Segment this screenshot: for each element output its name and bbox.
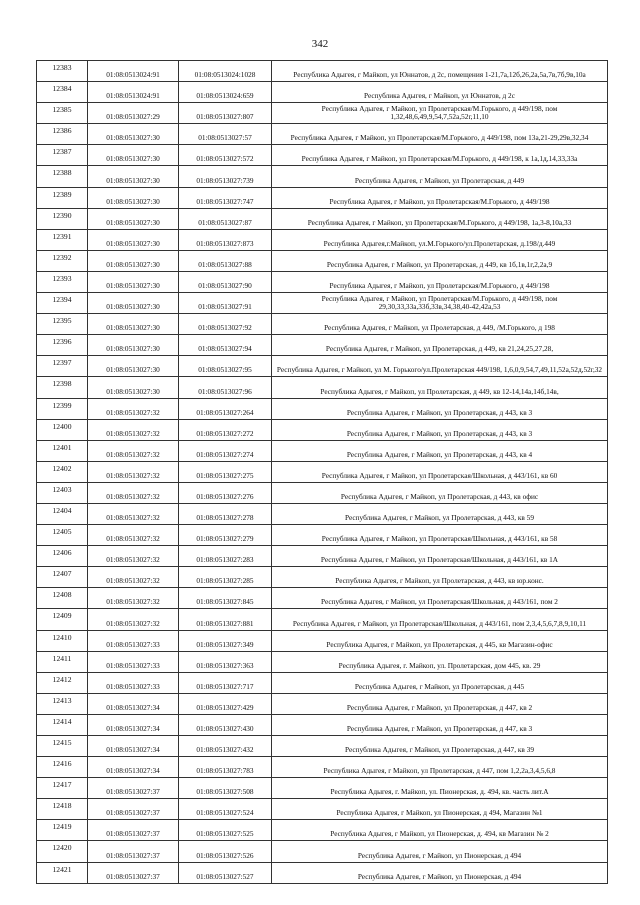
parcel-cadastral-number-cell: 01:08:0513027:30 xyxy=(88,377,179,398)
row-number-cell: 12421 xyxy=(37,862,88,883)
object-cadastral-number-cell: 01:08:0513027:285 xyxy=(179,567,272,588)
table-row xyxy=(37,229,608,250)
object-cadastral-number-cell: 01:08:0513027:283 xyxy=(179,546,272,567)
address-cell: Республика Адыгея, г Майкоп, ул Пролетарская, д 443, кв юр.конс. xyxy=(272,567,608,588)
row-number-cell: 12420 xyxy=(37,841,88,862)
address-cell: Республика Адыгея, г Майкоп, ул Пролетарская, д 445, кв Магазин-офис xyxy=(272,630,608,651)
address-cell: Республика Адыгея, г Майкоп, ул М. Горького/ул.Пролетарская 449/198, 1,6,0,9,54,7,49,11,52а,52д,52г,32 xyxy=(272,356,608,377)
object-cadastral-number-cell: 01:08:0513027:747 xyxy=(179,187,272,208)
row-number-cell: 12412 xyxy=(37,672,88,693)
row-number-cell: 12392 xyxy=(37,250,88,271)
address-cell: Республика Адыгея, г Майкоп, ул Пионерская, д 494 xyxy=(272,841,608,862)
object-cadastral-number-cell: 01:08:0513027:363 xyxy=(179,651,272,672)
row-number-cell: 12387 xyxy=(37,145,88,166)
parcel-cadastral-number-cell: 01:08:0513024:91 xyxy=(88,61,179,82)
parcel-cadastral-number-cell: 01:08:0513027:30 xyxy=(88,124,179,145)
parcel-cadastral-number-cell: 01:08:0513027:32 xyxy=(88,588,179,609)
table-row xyxy=(37,588,608,609)
object-cadastral-number-cell: 01:08:0513027:264 xyxy=(179,398,272,419)
object-cadastral-number-cell: 01:08:0513027:845 xyxy=(179,588,272,609)
register-table xyxy=(36,60,608,884)
object-cadastral-number-cell: 01:08:0513027:508 xyxy=(179,778,272,799)
address-cell: Республика Адыгея, г Майкоп, ул Пролетарская/М.Горького, д 449/198, пом 29,30,33,33а,33б,33в,34,38,40-42,42а,53 xyxy=(272,293,608,314)
table-row xyxy=(37,335,608,356)
parcel-cadastral-number-cell: 01:08:0513027:34 xyxy=(88,714,179,735)
object-cadastral-number-cell: 01:08:0513027:432 xyxy=(179,736,272,757)
row-number-cell: 12415 xyxy=(37,736,88,757)
address-cell: Республика Адыгея, г Майкоп, ул Пролетарская/М.Горького, д 449/198 xyxy=(272,271,608,292)
parcel-cadastral-number-cell: 01:08:0513027:37 xyxy=(88,841,179,862)
parcel-cadastral-number-cell: 01:08:0513027:32 xyxy=(88,398,179,419)
address-cell: Республика Адыгея, г Майкоп, ул Пионерская, д. 494, кв Магазин № 2 xyxy=(272,820,608,841)
object-cadastral-number-cell: 01:08:0513027:95 xyxy=(179,356,272,377)
table-row xyxy=(37,293,608,314)
row-number-cell: 12411 xyxy=(37,651,88,672)
row-number-cell: 12408 xyxy=(37,588,88,609)
row-number-cell: 12418 xyxy=(37,799,88,820)
object-cadastral-number-cell: 01:08:0513027:739 xyxy=(179,166,272,187)
address-cell: Республика Адыгея, г Майкоп, ул Пролетарская/Школьная, д 443/161, кв 58 xyxy=(272,525,608,546)
parcel-cadastral-number-cell: 01:08:0513027:32 xyxy=(88,440,179,461)
table-row xyxy=(37,187,608,208)
row-number-cell: 12407 xyxy=(37,567,88,588)
object-cadastral-number-cell: 01:08:0513027:527 xyxy=(179,862,272,883)
table-row xyxy=(37,778,608,799)
address-cell: Республика Адыгея, г Майкоп, ул Пролетарская, д 443, кв 4 xyxy=(272,440,608,461)
table-row xyxy=(37,693,608,714)
object-cadastral-number-cell: 01:08:0513027:276 xyxy=(179,482,272,503)
register-table-body xyxy=(37,61,608,884)
table-row xyxy=(37,503,608,524)
row-number-cell: 12401 xyxy=(37,440,88,461)
object-cadastral-number-cell: 01:08:0513027:94 xyxy=(179,335,272,356)
address-cell: Республика Адыгея, г Майкоп, ул Пролетарская, д 443, кв 3 xyxy=(272,419,608,440)
address-cell: Республика Адыгея, г Майкоп, ул Пролетарская/Школьная, д 443/161, кв 1А xyxy=(272,546,608,567)
row-number-cell: 12388 xyxy=(37,166,88,187)
parcel-cadastral-number-cell: 01:08:0513027:30 xyxy=(88,208,179,229)
parcel-cadastral-number-cell: 01:08:0513027:37 xyxy=(88,778,179,799)
parcel-cadastral-number-cell: 01:08:0513027:30 xyxy=(88,314,179,335)
table-row xyxy=(37,757,608,778)
table-row xyxy=(37,567,608,588)
row-number-cell: 12405 xyxy=(37,525,88,546)
table-row xyxy=(37,145,608,166)
table-row xyxy=(37,398,608,419)
address-cell: Республика Адыгея, г Майкоп, ул Пролетарская, д 449, /М.Горького, д 198 xyxy=(272,314,608,335)
object-cadastral-number-cell: 01:08:0513024:1028 xyxy=(179,61,272,82)
object-cadastral-number-cell: 01:08:0513027:275 xyxy=(179,461,272,482)
address-cell: Республика Адыгея, г Майкоп, ул Пролетарская, д 449, кв 21,24,25,27,28, xyxy=(272,335,608,356)
table-row xyxy=(37,862,608,883)
address-cell: Республика Адыгея, г Майкоп, ул Пролетарская, д 445 xyxy=(272,672,608,693)
parcel-cadastral-number-cell: 01:08:0513027:37 xyxy=(88,799,179,820)
address-cell: Республика Адыгея,г.Майкоп, ул.М.Горького/ул.Пролетарская, д.198/д.449 xyxy=(272,229,608,250)
table-row xyxy=(37,208,608,229)
address-cell: Республика Адыгея, г Майкоп, ул Пролетарская/Школьная, д 443/161, пом 2,3,4,5,6,7,8,9,10,11 xyxy=(272,609,608,630)
row-number-cell: 12390 xyxy=(37,208,88,229)
parcel-cadastral-number-cell: 01:08:0513027:29 xyxy=(88,103,179,124)
address-cell: Республика Адыгея, г Майкоп, ул Пролетарская, д 449, кв 1б,1в,1г,2,2а,9 xyxy=(272,250,608,271)
address-cell: Республика Адыгея, г Майкоп, ул Пролетарская, д 447, кв 39 xyxy=(272,736,608,757)
address-cell: Республика Адыгея, г Майкоп, ул Пролетарская/М.Горького, д 449/198, пом 13а,21-29,29в,32,34 xyxy=(272,124,608,145)
parcel-cadastral-number-cell: 01:08:0513027:33 xyxy=(88,630,179,651)
parcel-cadastral-number-cell: 01:08:0513027:32 xyxy=(88,482,179,503)
object-cadastral-number-cell: 01:08:0513027:96 xyxy=(179,377,272,398)
table-row xyxy=(37,440,608,461)
table-row xyxy=(37,651,608,672)
row-number-cell: 12410 xyxy=(37,630,88,651)
object-cadastral-number-cell: 01:08:0513027:91 xyxy=(179,293,272,314)
object-cadastral-number-cell: 01:08:0513027:807 xyxy=(179,103,272,124)
address-cell: Республика Адыгея, г Майкоп, ул Пролетарская/М.Горького, д 449/198, к 1а,1д,14,33,33а xyxy=(272,145,608,166)
parcel-cadastral-number-cell: 01:08:0513027:32 xyxy=(88,609,179,630)
row-number-cell: 12393 xyxy=(37,271,88,292)
table-row xyxy=(37,546,608,567)
row-number-cell: 12395 xyxy=(37,314,88,335)
row-number-cell: 12414 xyxy=(37,714,88,735)
table-row xyxy=(37,314,608,335)
table-row xyxy=(37,356,608,377)
address-cell: Республика Адыгея, г Майкоп, ул Пионерская, д 494 xyxy=(272,862,608,883)
row-number-cell: 12400 xyxy=(37,419,88,440)
address-cell: Республика Адыгея, г Майкоп, ул Пролетарская, д 447, кв 2 xyxy=(272,693,608,714)
address-cell: Республика Адыгея, г Майкоп, ул Пролетарская, д 449 xyxy=(272,166,608,187)
parcel-cadastral-number-cell: 01:08:0513027:30 xyxy=(88,145,179,166)
table-row xyxy=(37,820,608,841)
address-cell: Республика Адыгея, г Майкоп, ул Пролетарская, д 443, кв 59 xyxy=(272,503,608,524)
table-row xyxy=(37,525,608,546)
address-cell: Республика Адыгея, г Майкоп, ул Юннатов, д 2с xyxy=(272,82,608,103)
row-number-cell: 12399 xyxy=(37,398,88,419)
object-cadastral-number-cell: 01:08:0513027:430 xyxy=(179,714,272,735)
object-cadastral-number-cell: 01:08:0513027:525 xyxy=(179,820,272,841)
address-cell: Республика Адыгея, г Майкоп, ул Пролетарская, д 443, кв 3 xyxy=(272,398,608,419)
row-number-cell: 12406 xyxy=(37,546,88,567)
address-cell: Республика Адыгея, г Майкоп, ул Пролетарская, д 447, кв 3 xyxy=(272,714,608,735)
address-cell: Республика Адыгея, г. Майкоп, ул. Пионерская, д. 494, кв. часть лит.А xyxy=(272,778,608,799)
parcel-cadastral-number-cell: 01:08:0513027:32 xyxy=(88,546,179,567)
row-number-cell: 12417 xyxy=(37,778,88,799)
page-number: 342 xyxy=(311,38,329,50)
row-number-cell: 12419 xyxy=(37,820,88,841)
row-number-cell: 12397 xyxy=(37,356,88,377)
row-number-cell: 12409 xyxy=(37,609,88,630)
object-cadastral-number-cell: 01:08:0513027:881 xyxy=(179,609,272,630)
parcel-cadastral-number-cell: 01:08:0513027:30 xyxy=(88,187,179,208)
row-number-cell: 12398 xyxy=(37,377,88,398)
row-number-cell: 12385 xyxy=(37,103,88,124)
table-row xyxy=(37,103,608,124)
address-cell: Республика Адыгея, г Майкоп, ул Пролетарская/Школьная, д 443/161, кв 60 xyxy=(272,461,608,482)
parcel-cadastral-number-cell: 01:08:0513027:33 xyxy=(88,651,179,672)
table-row xyxy=(37,609,608,630)
parcel-cadastral-number-cell: 01:08:0513027:32 xyxy=(88,525,179,546)
address-cell: Республика Адыгея, г Майкоп, ул Пролетарская, д 449, кв 12-14,14а,14б,14в, xyxy=(272,377,608,398)
row-number-cell: 12404 xyxy=(37,503,88,524)
address-cell: Республика Адыгея, г Майкоп, ул Пионерская, д 494, Магазин №1 xyxy=(272,799,608,820)
table-row xyxy=(37,124,608,145)
object-cadastral-number-cell: 01:08:0513027:274 xyxy=(179,440,272,461)
object-cadastral-number-cell: 01:08:0513027:572 xyxy=(179,145,272,166)
object-cadastral-number-cell: 01:08:0513027:88 xyxy=(179,250,272,271)
row-number-cell: 12402 xyxy=(37,461,88,482)
table-row xyxy=(37,736,608,757)
parcel-cadastral-number-cell: 01:08:0513027:34 xyxy=(88,757,179,778)
table-row xyxy=(37,250,608,271)
address-cell: Республика Адыгея, г Майкоп, ул Пролетарская/М.Горького, д 449/198 xyxy=(272,187,608,208)
address-cell: Республика Адыгея, г Майкоп, ул Пролетарская, д 443, кв офис xyxy=(272,482,608,503)
row-number-cell: 12386 xyxy=(37,124,88,145)
parcel-cadastral-number-cell: 01:08:0513027:34 xyxy=(88,693,179,714)
object-cadastral-number-cell: 01:08:0513027:279 xyxy=(179,525,272,546)
row-number-cell: 12416 xyxy=(37,757,88,778)
parcel-cadastral-number-cell: 01:08:0513027:32 xyxy=(88,503,179,524)
address-cell: Республика Адыгея, г Майкоп, ул Юннатов, д 2с, помещения 1-21,7а,12б,26,2а,5а,7в,7б,9в,10а xyxy=(272,61,608,82)
table-row xyxy=(37,82,608,103)
address-cell: Республика Адыгея, г Майкоп, ул Пролетарская/М.Горького, д 449/198, 1а,3-8,10а,33 xyxy=(272,208,608,229)
table-row xyxy=(37,166,608,187)
object-cadastral-number-cell: 01:08:0513027:783 xyxy=(179,757,272,778)
table-row xyxy=(37,419,608,440)
parcel-cadastral-number-cell: 01:08:0513027:30 xyxy=(88,229,179,250)
parcel-cadastral-number-cell: 01:08:0513024:91 xyxy=(88,82,179,103)
object-cadastral-number-cell: 01:08:0513027:272 xyxy=(179,419,272,440)
parcel-cadastral-number-cell: 01:08:0513027:32 xyxy=(88,567,179,588)
address-cell: Республика Адыгея, г. Майкоп, ул. Пролетарская, дом 445, кв. 29 xyxy=(272,651,608,672)
address-cell: Республика Адыгея, г Майкоп, ул Пролетарская/М.Горького, д 449/198, пом 1,32,48,6,49,9,54,7,52а,52г,11,10 xyxy=(272,103,608,124)
object-cadastral-number-cell: 01:08:0513027:87 xyxy=(179,208,272,229)
table-row xyxy=(37,271,608,292)
parcel-cadastral-number-cell: 01:08:0513027:32 xyxy=(88,419,179,440)
parcel-cadastral-number-cell: 01:08:0513027:34 xyxy=(88,736,179,757)
parcel-cadastral-number-cell: 01:08:0513027:30 xyxy=(88,250,179,271)
table-row xyxy=(37,482,608,503)
object-cadastral-number-cell: 01:08:0513027:349 xyxy=(179,630,272,651)
object-cadastral-number-cell: 01:08:0513027:717 xyxy=(179,672,272,693)
parcel-cadastral-number-cell: 01:08:0513027:30 xyxy=(88,293,179,314)
object-cadastral-number-cell: 01:08:0513027:92 xyxy=(179,314,272,335)
row-number-cell: 12403 xyxy=(37,482,88,503)
object-cadastral-number-cell: 01:08:0513027:278 xyxy=(179,503,272,524)
row-number-cell: 12384 xyxy=(37,82,88,103)
row-number-cell: 12391 xyxy=(37,229,88,250)
object-cadastral-number-cell: 01:08:0513027:526 xyxy=(179,841,272,862)
parcel-cadastral-number-cell: 01:08:0513027:37 xyxy=(88,820,179,841)
parcel-cadastral-number-cell: 01:08:0513027:33 xyxy=(88,672,179,693)
object-cadastral-number-cell: 01:08:0513027:57 xyxy=(179,124,272,145)
table-row xyxy=(37,672,608,693)
table-row xyxy=(37,799,608,820)
row-number-cell: 12396 xyxy=(37,335,88,356)
table-row xyxy=(37,461,608,482)
object-cadastral-number-cell: 01:08:0513024:659 xyxy=(179,82,272,103)
row-number-cell: 12383 xyxy=(37,61,88,82)
parcel-cadastral-number-cell: 01:08:0513027:30 xyxy=(88,356,179,377)
parcel-cadastral-number-cell: 01:08:0513027:30 xyxy=(88,271,179,292)
parcel-cadastral-number-cell: 01:08:0513027:37 xyxy=(88,862,179,883)
table-row xyxy=(37,377,608,398)
object-cadastral-number-cell: 01:08:0513027:524 xyxy=(179,799,272,820)
table-row xyxy=(37,841,608,862)
address-cell: Республика Адыгея, г Майкоп, ул Пролетарская/Школьная, д 443/161, пом 2 xyxy=(272,588,608,609)
row-number-cell: 12389 xyxy=(37,187,88,208)
object-cadastral-number-cell: 01:08:0513027:873 xyxy=(179,229,272,250)
table-row xyxy=(37,61,608,82)
table-row xyxy=(37,714,608,735)
address-cell: Республика Адыгея, г Майкоп, ул Пролетарская, д 447, пом 1,2,2а,3,4,5,6,8 xyxy=(272,757,608,778)
parcel-cadastral-number-cell: 01:08:0513027:30 xyxy=(88,335,179,356)
table-row xyxy=(37,630,608,651)
parcel-cadastral-number-cell: 01:08:0513027:32 xyxy=(88,461,179,482)
row-number-cell: 12394 xyxy=(37,293,88,314)
object-cadastral-number-cell: 01:08:0513027:429 xyxy=(179,693,272,714)
row-number-cell: 12413 xyxy=(37,693,88,714)
parcel-cadastral-number-cell: 01:08:0513027:30 xyxy=(88,166,179,187)
object-cadastral-number-cell: 01:08:0513027:90 xyxy=(179,271,272,292)
